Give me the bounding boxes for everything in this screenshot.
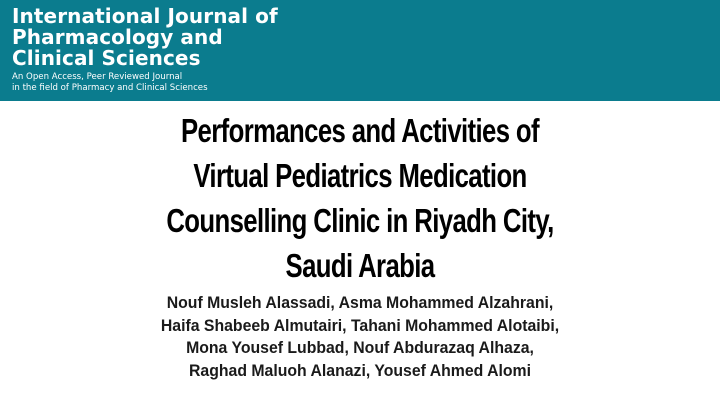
author-list bbox=[25, 292, 695, 382]
title-line: Performances and Activities of bbox=[181, 112, 539, 149]
journal-name-line: Pharmacology and bbox=[12, 25, 223, 49]
journal-name-line: International Journal of bbox=[12, 4, 278, 28]
journal-name-line: Clinical Sciences bbox=[12, 46, 201, 70]
author-line: Raghad Maluoh Alanazi, Yousef Ahmed Alomi bbox=[188, 360, 532, 380]
title-line: Counselling Clinic in Riyadh City, bbox=[166, 202, 554, 239]
paper-title bbox=[79, 108, 641, 288]
author-line: Nouf Musleh Alassadi, Asma Mohammed Alzahrani, bbox=[166, 293, 554, 312]
journal-tagline-line: An Open Access, Peer Reviewed Journal bbox=[12, 72, 183, 82]
journal-banner bbox=[0, 0, 720, 101]
title-line: Virtual Pediatrics Medication bbox=[193, 157, 527, 194]
journal-logo bbox=[12, 6, 278, 94]
journal-tagline-line: in the field of Pharmacy and Clinical Sciences bbox=[12, 83, 208, 93]
author-line: Haifa Shabeeb Almutairi, Tahani Mohammed Alotaibi, bbox=[160, 315, 560, 335]
title-line: Saudi Arabia bbox=[285, 247, 435, 284]
author-line: Mona Yousef Lubbad, Nouf Abdurazaq Alhaza, bbox=[186, 338, 534, 357]
